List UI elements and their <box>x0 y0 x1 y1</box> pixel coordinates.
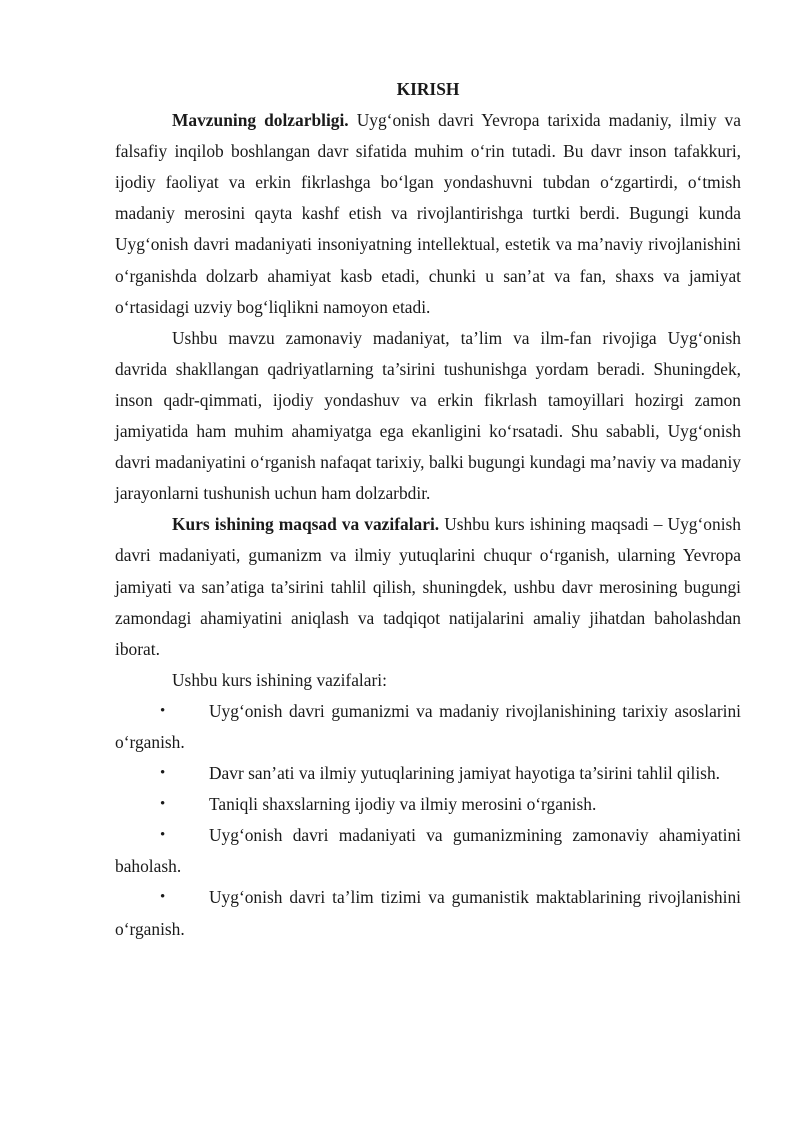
bullet-icon: • <box>160 702 166 719</box>
bullet-icon: • <box>160 796 166 813</box>
list-item <box>115 820 741 882</box>
relevance-heading: Mavzuning dolzarbligi. <box>172 110 349 131</box>
goals-text: Ushbu kurs ishining maqsadi – Uyg‘onish davri madaniyati, gumanizm va ilmiy yutuqlarini chuqur o‘rganish, ularning Yevropa jamiyati va san’atiga ta’sirini tahlil qilish, shuningdek, ushbu davr merosining bugungi zamondagi ahamiyatini aniqlash va tadqiqot natijalarini amaliy jihatdan baholashdan iborat. <box>115 514 741 659</box>
page-title: KIRISH <box>396 79 460 99</box>
list-item <box>115 789 741 820</box>
bullet-icon: • <box>160 827 166 844</box>
list-item <box>115 882 741 944</box>
list-item-text: Uyg‘onish davri gumanizmi va madaniy rivojlanishining tarixiy asoslarini o‘rganish. <box>115 700 741 752</box>
relevance-paragraph <box>115 105 741 323</box>
list-item-text: Davr san’ati va ilmiy yutuqlarining jamiyat hayotiga ta’sirini tahlil qilish. <box>209 763 720 784</box>
tasks-intro: Ushbu kurs ishining vazifalari: <box>172 669 387 690</box>
bullet-icon: • <box>160 889 166 906</box>
relevance-text: Uyg‘onish davri Yevropa tarixida madaniy, ilmiy va falsafiy inqilob boshlangan davr sifatida muhim o‘rin tutadi. Bu davr inson tafakkuri, ijodiy faoliyat va erkin fikrlashga bo‘lgan yondashuvni tubdan o‘zgartirdi, o‘tmish madaniy merosini qayta kashf etish va rivojlantirishga turtki berdi. Bugungi kunda Uyg‘onish davri madaniyati insoniyatning intellektual, estetik va ma’naviy rivojlanishini o‘rganishda dolzarb ahamiyat kasb etadi, chunki u san’at va fan, shaxs va jamiyat o‘rtasidagi uzviy bog‘liqlikni namoyon etadi. <box>115 110 741 317</box>
list-item <box>115 696 741 758</box>
goals-heading: Kurs ishining maqsad va vazifalari. <box>172 514 440 535</box>
importance-paragraph: Ushbu mavzu zamonaviy madaniyat, ta’lim va ilm-fan rivojiga Uyg‘onish davrida shakllangan qadriyatlarning ta’sirini tushunishga yordam beradi. Shuningdek, inson qadr-qimmati, ijodiy yondashuv va erkin fikrlash tamoyillari hozirgi zamon jamiyatida ham muhim ahamiyatga ega ekanligini ko‘rsatadi. Shu sababli, Uyg‘onish davri madaniyatini o‘rganish nafaqat tarixiy, balki bugungi kundagi ma’naviy va madaniy jarayonlarni tushunish uchun ham dolzarbdir. <box>115 327 741 504</box>
bullet-icon: • <box>160 765 166 782</box>
goals-paragraph <box>115 509 741 664</box>
list-item-text: Uyg‘onish davri ta’lim tizimi va gumanistik maktablarining rivojlanishini o‘rganish. <box>115 887 741 939</box>
list-item-text: Taniqli shaxslarning ijodiy va ilmiy merosini o‘rganish. <box>209 794 597 815</box>
document-page <box>115 74 741 945</box>
list-item-text: Uyg‘onish davri madaniyati va gumanizmining zamonaviy ahamiyatini baholash. <box>115 825 741 877</box>
list-item <box>115 758 741 789</box>
